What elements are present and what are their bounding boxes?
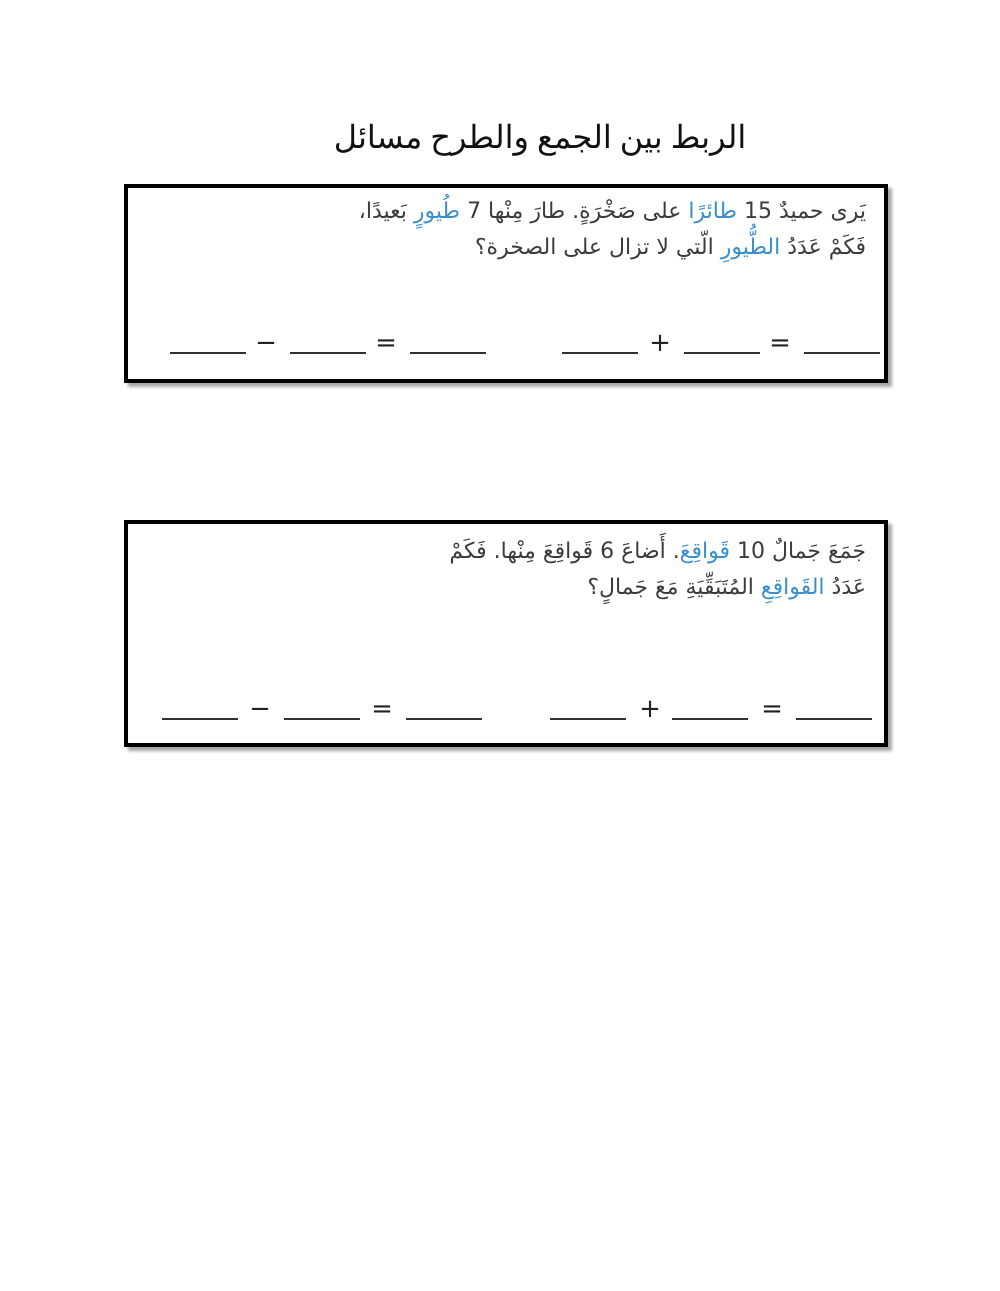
equation-row-2: [158, 688, 870, 728]
problem-2-text-part: المُتَبَقِّيَةِ مَعَ جَمالٍ؟: [587, 575, 761, 600]
equals-sign: =: [769, 328, 791, 358]
answer-blank[interactable]: [796, 716, 872, 720]
answer-blank[interactable]: [562, 350, 638, 354]
problem-1-text-part: على صَخْرَةٍ. طارَ مِنْها 7: [460, 199, 689, 224]
answer-blank[interactable]: [284, 716, 360, 720]
problem-text-1: [146, 194, 866, 266]
equation-row-1: [158, 322, 870, 362]
problem-1-text-part: الّتي لا تزال على الصخرة؟: [474, 235, 721, 260]
problem-2-text-part: جَمَعَ جَمالٌ 10: [729, 539, 866, 564]
equals-sign: =: [761, 694, 783, 724]
answer-blank[interactable]: [170, 350, 246, 354]
problem-box-2: [124, 520, 888, 747]
problem-1-keyword-birds-plural: طُيورٍ: [413, 199, 461, 224]
answer-blank[interactable]: [162, 716, 238, 720]
problem-1-text-part: فَكَمْ عَدَدُ: [780, 235, 866, 260]
problem-2-line-2: [146, 570, 866, 606]
problem-text-2: [146, 534, 866, 606]
plus-sign: +: [639, 694, 661, 724]
answer-blank[interactable]: [804, 350, 880, 354]
minus-sign: −: [255, 328, 277, 358]
problem-2-keyword-shells: قَواقِعَ: [679, 539, 730, 564]
equals-sign: =: [375, 328, 397, 358]
answer-blank[interactable]: [684, 350, 760, 354]
answer-blank[interactable]: [410, 350, 486, 354]
problem-1-keyword-birds: طائرًا: [688, 199, 738, 224]
problem-1-text-part: بَعيدًا،: [358, 199, 414, 224]
answer-blank[interactable]: [672, 716, 748, 720]
answer-blank[interactable]: [290, 350, 366, 354]
page-title: الربط بين الجمع والطرح مسائل: [333, 119, 747, 155]
answer-blank[interactable]: [406, 716, 482, 720]
plus-sign: +: [649, 328, 671, 358]
answer-blank[interactable]: [550, 716, 626, 720]
problem-1-keyword-the-birds: الطُّيورِ: [720, 235, 781, 260]
minus-sign: −: [249, 694, 271, 724]
problem-2-keyword-the-shells: القَواقِعِ: [760, 575, 825, 600]
problem-box-1: [124, 184, 888, 383]
problem-1-line-1: [146, 194, 866, 230]
problem-1-line-2: [146, 230, 866, 266]
problem-2-text-part: . أَضاعَ 6 قَواقِعَ مِنْها. فَكَمْ: [449, 539, 680, 564]
problem-1-text-part: يَرى حميدٌ 15: [737, 199, 866, 224]
problem-2-text-part: عَدَدُ: [824, 575, 866, 600]
problem-2-line-1: [146, 534, 866, 570]
equals-sign: =: [371, 694, 393, 724]
